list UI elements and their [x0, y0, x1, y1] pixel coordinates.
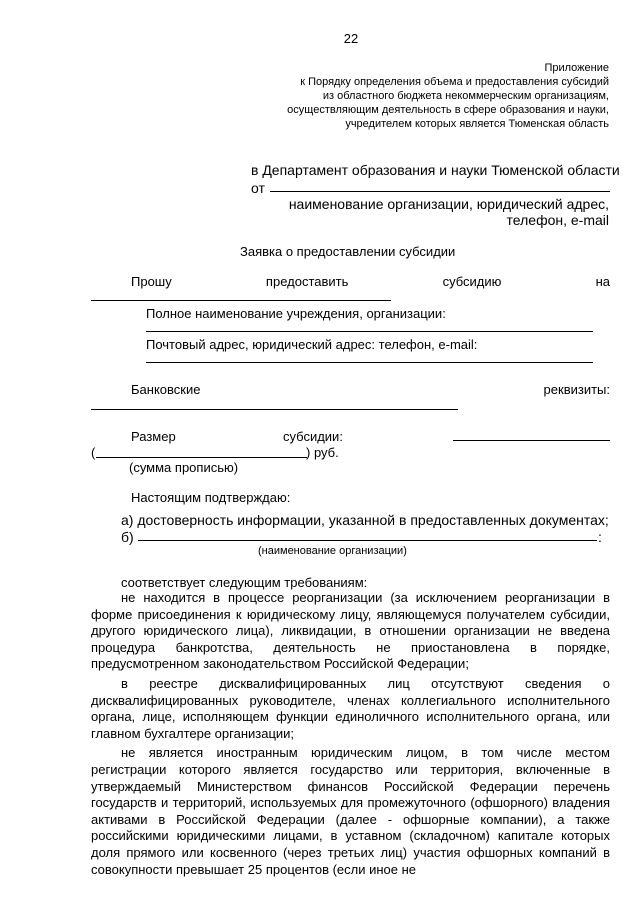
- size-digits-input-line[interactable]: [453, 440, 610, 441]
- appendix-line: из областного бюджета некоммерческим организациям,: [322, 90, 609, 102]
- confirm-item-a: а) достоверность информации, указанной в предоставленных документах;: [121, 512, 609, 528]
- purpose-input-line[interactable]: [91, 300, 391, 301]
- confirm-intro: Настоящим подтверждаю:: [131, 490, 291, 505]
- page-number: 22: [343, 31, 359, 46]
- confirm-item-b-suffix: :: [598, 529, 602, 545]
- bank-details-input-line[interactable]: [91, 409, 458, 410]
- sum-words-hint: (сумма прописью): [129, 460, 239, 475]
- full-name-label: Полное наименование учреждения, организации:: [146, 306, 446, 321]
- size-word-1: Размер: [131, 429, 176, 444]
- request-word: субсидию: [442, 274, 502, 289]
- requirement-paragraph: не является иностранным юридическим лицом, в том числе местом регистрации которого является государство или территория, включенные в утверждаемый Министерством финансов Российской Федерации перечень государств и территорий, используемых для промежуточного (офшорного) владения активами в Российской Федерации (далее - офшорные компании), а также российскими юридическими лицами, в уставном (складочном) капитале которых доля прямого или косвенного (через третьих лиц) участия офшорных компаний в совокупности превышает 25 процентов (если иное не: [91, 745, 610, 877]
- bank-details-line: [131, 381, 610, 398]
- paren-open: (: [91, 445, 96, 460]
- from-hint-2: телефон, e-mail: [506, 212, 609, 228]
- from-input-line[interactable]: [270, 191, 610, 192]
- organization-input-line[interactable]: [138, 540, 597, 541]
- address-input-line[interactable]: [146, 362, 593, 363]
- addressee-to: в Департамент образования и науки Тюменской области: [251, 162, 620, 178]
- size-word-2: субсидии:: [283, 429, 343, 444]
- appendix-block: [287, 61, 609, 131]
- requirement-paragraph: не находится в процессе реорганизации (за исключением реорганизации в форме присоединения к юридическому лицу, являющемуся получателем субсидии, другого юридического лица), ликвидации, в отношении организации не введена процедура банкротства, деятельность не приостановлена в порядке, предусмотренном законодательством Российской Федерации;: [91, 590, 610, 672]
- requirement-paragraph: в реестре дисквалифицированных лиц отсутствуют сведения о дисквалифицированных руководителе, членах коллегиального исполнительного органа, лице, исполняющем функции единоличного исполнительного органа, или главном бухгалтере организации;: [91, 675, 610, 741]
- organization-hint: (наименование организации): [258, 545, 407, 557]
- confirm-item-b-prefix: б): [121, 529, 134, 545]
- request-word: на: [595, 274, 610, 289]
- size-words-input-line[interactable]: [96, 457, 307, 458]
- requirements-body: [91, 590, 610, 881]
- from-label: от: [251, 180, 265, 196]
- address-label: Почтовый адрес, юридический адрес: телефон, e-mail:: [146, 337, 478, 352]
- requirements-intro: соответствует следующим требованиям:: [121, 575, 368, 590]
- bank-left-word: Банковские: [131, 382, 201, 397]
- request-word: предоставить: [265, 274, 349, 289]
- appendix-line: осуществляющим деятельность в сфере образования и науки,: [287, 104, 609, 116]
- full-name-input-line[interactable]: [146, 331, 593, 332]
- request-word: Прошу: [131, 274, 172, 289]
- form-title: Заявка о предоставлении субсидии: [240, 244, 456, 259]
- bank-right-word: реквизиты:: [543, 382, 610, 397]
- request-line: [131, 273, 610, 290]
- appendix-line: к Порядку определения объема и предоставления субсидий: [300, 76, 609, 88]
- rub-label: ) руб.: [306, 445, 339, 460]
- from-hint-1: наименование организации, юридический адрес,: [288, 196, 609, 212]
- appendix-title: Приложение: [544, 62, 609, 74]
- appendix-line: учредителем которых является Тюменская область: [345, 118, 609, 130]
